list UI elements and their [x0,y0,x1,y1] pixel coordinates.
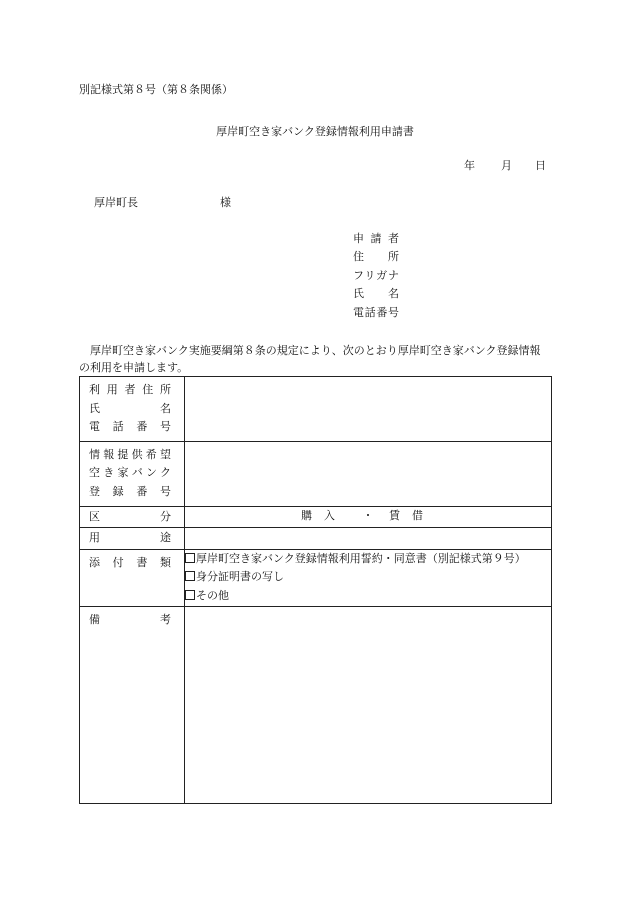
requested-info-row [80,441,552,506]
category-label: 区分 [89,509,171,523]
date-year: 年 [464,159,475,172]
request-statement [79,342,551,376]
applicant-name-label: 氏名 [353,287,399,301]
user-info-field[interactable] [185,377,552,442]
purpose-field[interactable] [185,528,552,550]
remarks-field[interactable] [185,606,552,803]
applicant-block [353,230,399,322]
attachment-item: 身分証明書の写し [185,568,551,586]
category-option-lease[interactable]: 賃借 [389,508,435,522]
attachments-label: 添付書類 [89,555,171,569]
requested-info-line3: 登録番号 [89,484,171,498]
checkbox[interactable] [185,571,195,581]
date-day: 日 [535,159,546,172]
user-name-label: 氏名 [89,401,171,415]
addressee-name: 厚岸町長 [94,196,138,209]
checkbox[interactable] [185,553,195,563]
requested-info-line2: 空き家バンク [89,466,171,480]
remarks-row [80,606,552,803]
attachment-item: その他 [185,587,551,605]
form-number: 別記様式第８号（第８条関係） [79,83,233,96]
document-title: 厚岸町空き家バンク登録情報利用申請書 [216,125,414,138]
category-option-purchase[interactable]: 購入 [301,508,347,522]
requested-info-line1: 情報提供希望 [89,447,171,461]
applicant-address-label: 住所 [353,250,399,264]
requested-info-label [80,441,185,506]
user-info-label [80,377,185,442]
category-options [185,506,552,528]
user-info-row [80,377,552,442]
purpose-label: 用途 [89,531,171,545]
registration-number-field[interactable] [185,441,552,506]
date-month: 月 [501,159,512,172]
remarks-label: 備考 [89,612,171,626]
application-table [79,376,552,804]
attachments-list [185,549,552,606]
attachment-item: 厚岸町空き家バンク登録情報利用誓約・同意書（別記様式第９号） [185,550,551,568]
checkbox[interactable] [185,590,195,600]
user-address-label: 利用者住所 [89,383,171,396]
user-phone-label: 電話番号 [89,420,171,434]
request-statement-text: 厚岸町空き家バンク実施要綱第８条の規定により、次のとおり厚岸町空き家バンク登録情報の利用を申請します。 [79,344,541,374]
category-separator: ・ [362,508,374,522]
category-row [80,506,552,528]
applicant-furigana-label: フリガナ [353,268,399,282]
applicant-phone-label: 電話番号 [353,305,399,319]
attachments-row [80,549,552,606]
addressee-honorific: 様 [220,196,231,209]
applicant-role: 申請者 [353,232,399,245]
purpose-row [80,528,552,550]
